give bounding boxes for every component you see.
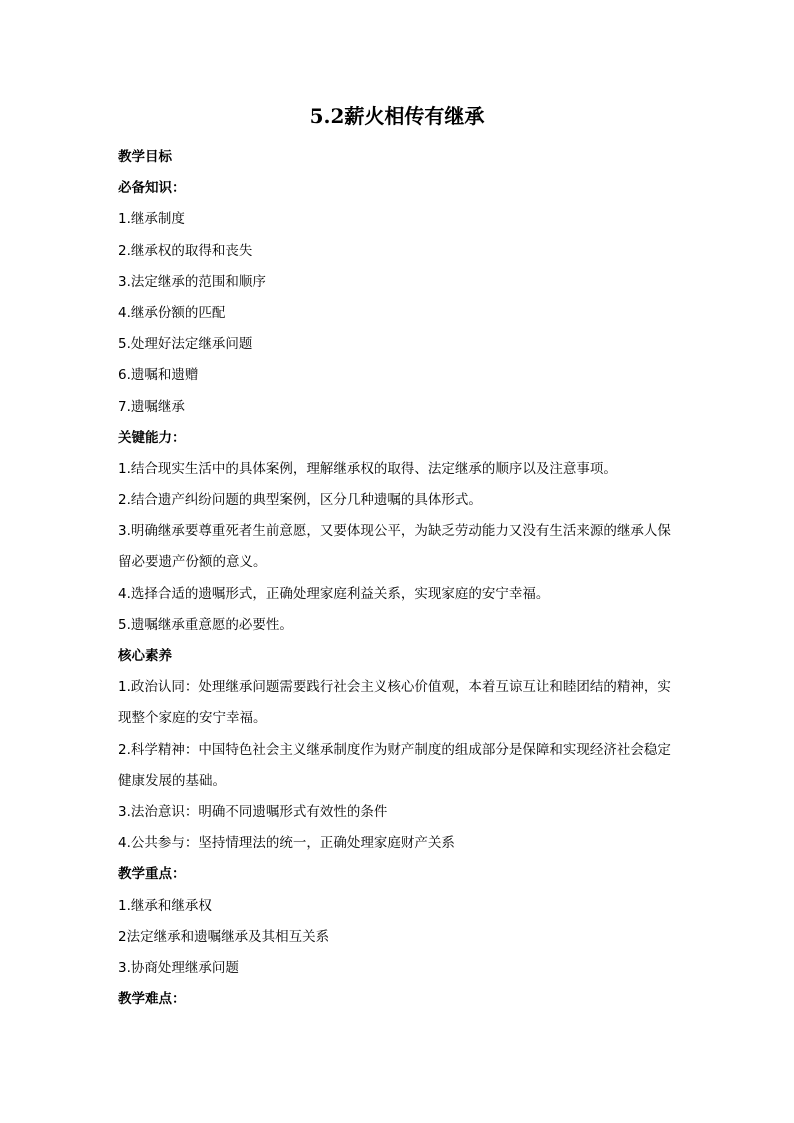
ability-item: 1.结合现实生活中的具体案例，理解继承权的取得、法定继承的顺序以及注意事项。 bbox=[118, 460, 617, 477]
key-point-item: 2法定继承和遗嘱继承及其相互关系 bbox=[118, 928, 330, 945]
knowledge-item: 1.继承制度 bbox=[118, 211, 185, 228]
literacy-item: 4.公共参与：坚持情理法的统一，正确处理家庭财产关系 bbox=[118, 835, 455, 852]
difficulties-heading: 教学难点： bbox=[118, 991, 186, 1008]
knowledge-item: 3.法定继承的范围和顺序 bbox=[118, 273, 266, 290]
literacy-heading: 核心素养 bbox=[118, 648, 172, 665]
ability-item: 3.明确继承要尊重死者生前意愿，又要体现公平，为缺乏劳动能力又没有生活来源的继承人保留必要遗产份额的意义。 bbox=[118, 523, 671, 571]
knowledge-item: 6.遗嘱和遗赠 bbox=[118, 367, 199, 384]
abilities-heading: 关键能力： bbox=[118, 429, 186, 446]
ability-item: 5.遗嘱继承重意愿的必要性。 bbox=[118, 616, 293, 633]
key-point-item: 3.协商处理继承问题 bbox=[118, 959, 239, 976]
knowledge-item: 4.继承份额的匹配 bbox=[118, 304, 226, 321]
literacy-item: 3.法治意识：明确不同遗嘱形式有效性的条件 bbox=[118, 804, 388, 821]
knowledge-heading: 必备知识： bbox=[118, 180, 186, 197]
knowledge-item: 7.遗嘱继承 bbox=[118, 398, 185, 415]
key-points-heading: 教学重点： bbox=[118, 866, 186, 883]
document-title: 5.2薪火相传有继承 bbox=[309, 104, 485, 128]
objectives-heading: 教学目标 bbox=[118, 149, 172, 165]
ability-item: 2.结合遗产纠纷问题的典型案例，区分几种遗嘱的具体形式。 bbox=[118, 492, 482, 509]
literacy-item: 1.政治认同：处理继承问题需要践行社会主义核心价值观，本着互谅互让和睦团结的精神，实现整个家庭的安宁幸福。 bbox=[118, 679, 671, 727]
knowledge-item: 2.继承权的取得和丧失 bbox=[118, 242, 253, 259]
literacy-item: 2.科学精神：中国特色社会主义继承制度作为财产制度的组成部分是保障和实现经济社会稳定健康发展的基础。 bbox=[118, 741, 671, 789]
ability-item: 4.选择合适的遗嘱形式，正确处理家庭利益关系，实现家庭的安宁幸福。 bbox=[118, 585, 550, 602]
key-point-item: 1.继承和继承权 bbox=[118, 897, 212, 914]
document-body bbox=[118, 142, 678, 1015]
knowledge-item: 5.处理好法定继承问题 bbox=[118, 336, 253, 353]
